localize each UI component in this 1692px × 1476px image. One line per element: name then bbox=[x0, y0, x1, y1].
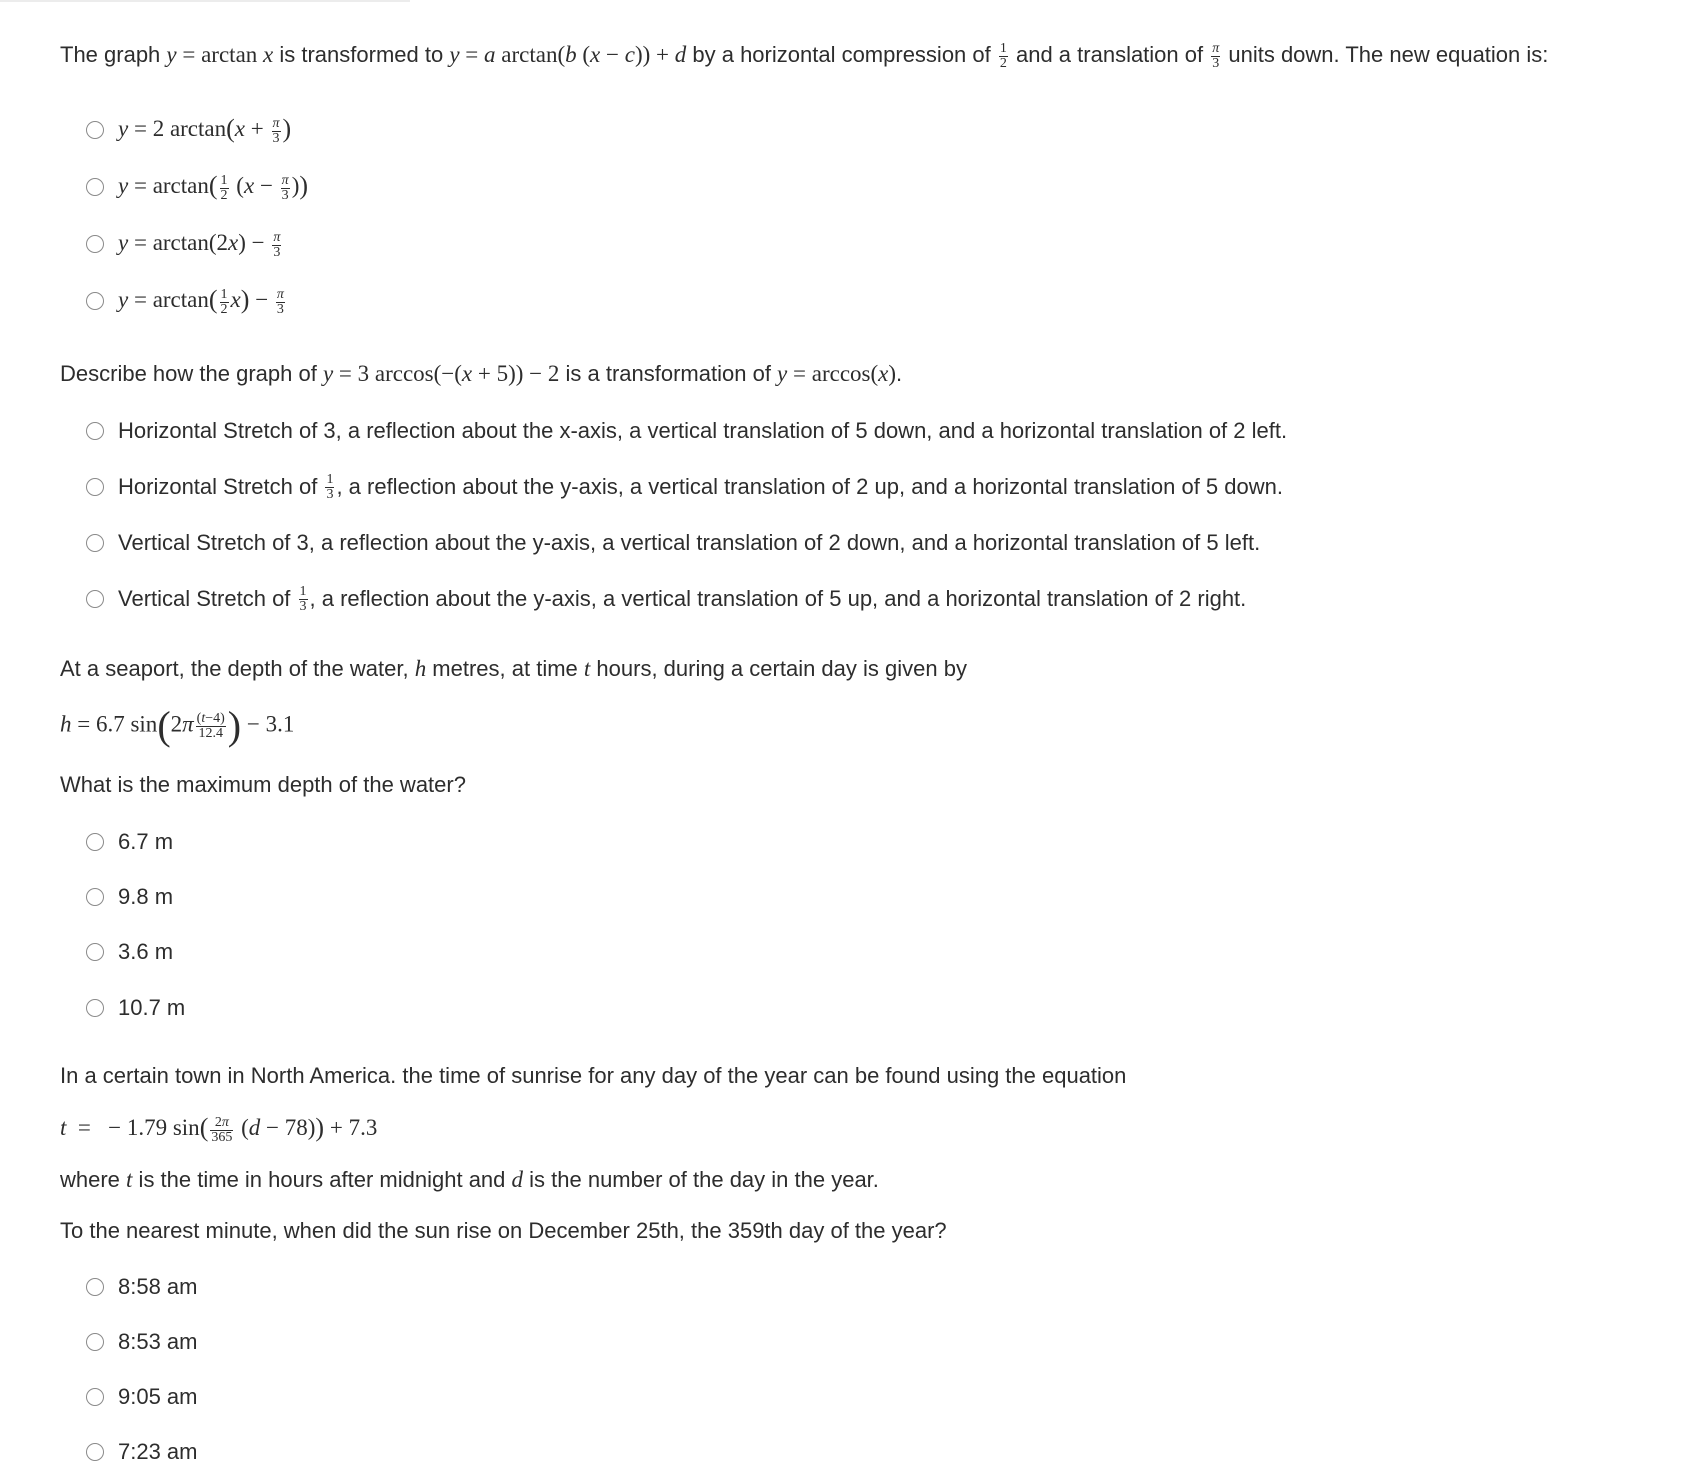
radio-button[interactable] bbox=[86, 943, 104, 961]
q2-option-3[interactable] bbox=[86, 528, 1260, 558]
q4-prompt: In a certain town in North America. the time of sunrise for any day of the year can be found using the equation bbox=[60, 1063, 1127, 1088]
q3-option-3-label: 3.6 m bbox=[118, 939, 174, 964]
radio-button[interactable] bbox=[86, 1333, 104, 1351]
q1-prompt: The graph y = arctan x is transformed to y = a arctan(b (x − c)) + d by a horizontal compression of $\frac{1}{2}$ and a translation of $\frac{\pi}{3}$ units down. The new equation is: bbox=[60, 40, 1549, 71]
radio-button[interactable] bbox=[86, 422, 104, 440]
radio-button[interactable] bbox=[86, 292, 104, 310]
q2-prompt: Describe how the graph of y = 3 arccos(−(x + 5)) − 2 is a transformation of y = arccos(x). bbox=[60, 361, 903, 386]
q3-option-3[interactable] bbox=[86, 937, 173, 967]
q2-option-4-label: Vertical Stretch of $\frac{1}{3}$ , a reflection about the y-axis, a vertical translation of 5 up, and a horizontal translation of 2 right. bbox=[118, 584, 1247, 615]
radio-button[interactable] bbox=[86, 534, 104, 552]
q1-option-4[interactable] bbox=[86, 286, 287, 316]
q4-question: To the nearest minute, when did the sun rise on December 25th, the 359th day of the year? bbox=[60, 1218, 947, 1243]
q2-option-1[interactable] bbox=[86, 416, 1287, 446]
radio-button[interactable] bbox=[86, 178, 104, 196]
q1-option-3[interactable] bbox=[86, 229, 283, 259]
q1-option-3-equation: y = arctan(2x) − $\frac{\pi}{3}$ bbox=[118, 229, 281, 260]
q2-option-2-label: Horizontal Stretch of $\frac{1}{3}$ , a reflection about the y-axis, a vertical translation of 2 up, and a horizontal translation of 5 down. bbox=[118, 472, 1283, 503]
radio-button[interactable] bbox=[86, 235, 104, 253]
q2-option-1-label: Horizontal Stretch of 3, a reflection about the x-axis, a vertical translation of 5 down, and a horizontal translation of 2 left. bbox=[118, 418, 1288, 443]
q1-option-1-equation: y = 2 arctan(x + $\frac{\pi}{3}$ ) bbox=[118, 114, 292, 146]
q1-option-2[interactable] bbox=[86, 172, 308, 202]
q4-option-3-label: 9:05 am bbox=[118, 1384, 198, 1409]
q3-option-4[interactable] bbox=[86, 993, 185, 1023]
radio-button[interactable] bbox=[86, 833, 104, 851]
q4-where: where t is the time in hours after midnight and d is the number of the day in the year. bbox=[60, 1167, 879, 1192]
q3-option-2[interactable] bbox=[86, 882, 173, 912]
q4-option-4-label: 7:23 am bbox=[118, 1439, 198, 1464]
q4-option-2-label: 8:53 am bbox=[118, 1329, 198, 1354]
q3-option-1[interactable] bbox=[86, 827, 173, 857]
radio-button[interactable] bbox=[86, 888, 104, 906]
q1-option-2-equation: y = arctan( $\frac{1}{2}$ (x − $\frac{\pi}{3}$ )) bbox=[118, 171, 309, 203]
q3-prompt: At a seaport, the depth of the water, h metres, at time t hours, during a certain day is given by bbox=[60, 656, 967, 681]
top-divider bbox=[0, 0, 410, 2]
radio-button[interactable] bbox=[86, 590, 104, 608]
q2-option-2[interactable] bbox=[86, 472, 1283, 502]
q4-option-1-label: 8:58 am bbox=[118, 1274, 198, 1299]
radio-button[interactable] bbox=[86, 999, 104, 1017]
q3-option-4-label: 10.7 m bbox=[118, 995, 186, 1020]
q2-option-4[interactable] bbox=[86, 584, 1246, 614]
q4-option-4[interactable] bbox=[86, 1437, 198, 1467]
radio-button[interactable] bbox=[86, 121, 104, 139]
radio-button[interactable] bbox=[86, 478, 104, 496]
q4-equation: t = − 1.79 sin( $\frac{2\pi}{365}$ (d − 78)) + 7.3 bbox=[60, 1113, 378, 1145]
radio-button[interactable] bbox=[86, 1388, 104, 1406]
q2-option-3-label: Vertical Stretch of 3, a reflection about the y-axis, a vertical translation of 2 down, and a horizontal translation of 5 left. bbox=[118, 530, 1261, 555]
q4-option-3[interactable] bbox=[86, 1382, 198, 1412]
q4-option-2[interactable] bbox=[86, 1327, 198, 1357]
q1-option-1[interactable] bbox=[86, 115, 291, 145]
q3-question: What is the maximum depth of the water? bbox=[60, 772, 466, 797]
q1-option-4-equation: y = arctan( $\frac{1}{2}$ x) − $\frac{\pi}{3}$ bbox=[118, 285, 284, 317]
q3-option-1-label: 6.7 m bbox=[118, 829, 174, 854]
radio-button[interactable] bbox=[86, 1443, 104, 1461]
radio-button[interactable] bbox=[86, 1278, 104, 1296]
q4-option-1[interactable] bbox=[86, 1272, 198, 1302]
q3-equation: h = 6.7 sin(2π $\frac{(t-4)}{12.4}$ ) − 3.1 bbox=[60, 703, 295, 748]
q3-option-2-label: 9.8 m bbox=[118, 884, 174, 909]
